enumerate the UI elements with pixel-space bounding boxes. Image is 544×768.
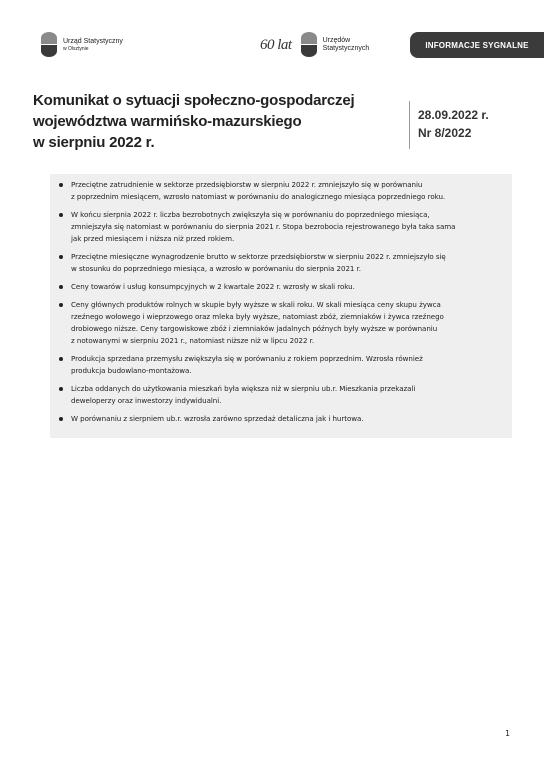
statistics-office-emblem-icon <box>40 32 58 58</box>
logo-60-years-text <box>323 37 370 53</box>
logo-right-line1: Urzędów <box>322 37 351 44</box>
summary-item-line: w stosunku do poprzedniego miesiąca, a wzrosło w porównaniu do sierpnia 2021 r. <box>71 264 361 273</box>
summary-item <box>58 413 504 425</box>
summary-item <box>58 251 504 275</box>
summary-item-line: deweloperzy oraz inwestorzy indywidualni. <box>71 396 222 405</box>
informacje-sygnalne-badge: INFORMACJE SYGNALNE <box>410 32 544 58</box>
summary-item-line: Ceny towarów i usług konsumpcyjnych w 2 kwartale 2022 r. wzrosły w skali roku. <box>71 282 355 291</box>
statistics-office-emblem-icon <box>300 32 318 58</box>
publication-date: 28.09.2022 r. <box>418 108 489 122</box>
page-number: 1 <box>505 729 511 738</box>
publication-info <box>418 106 489 142</box>
summary-item <box>58 299 504 347</box>
summary-item-line: Liczba oddanych do użytkowania mieszkań była większa niż w sierpniu ub.r. Mieszkania przekazali <box>71 384 416 393</box>
logo-us-olsztyn-text <box>63 38 123 53</box>
bullet-icon <box>59 213 63 217</box>
summary-item-line: W porównaniu z sierpniem ub.r. wzrosła zarówno sprzedaż detaliczna jak i hurtowa. <box>71 414 364 423</box>
title-line: w sierpniu 2022 r. <box>33 134 155 151</box>
logo-us-olsztyn <box>40 32 123 58</box>
title-line: województwa warmińsko-mazurskiego <box>33 113 302 130</box>
bullet-icon <box>59 387 63 391</box>
summary-item-line: Ceny głównych produktów rolnych w skupie były wyższe w skali roku. W skali miesiąca ceny skupu żywca <box>71 300 441 309</box>
title-divider <box>409 101 410 149</box>
summary-item <box>58 281 504 293</box>
summary-item-line: W końcu sierpnia 2022 r. liczba bezrobotnych zwiększyła się w porównaniu do poprzedniego miesiąca, <box>71 210 430 219</box>
summary-item <box>58 383 504 407</box>
publication-number: Nr 8/2022 <box>418 126 472 140</box>
summary-item <box>58 209 504 245</box>
summary-item-line: drobiowego niższe. Ceny targowiskowe zbóż i ziemniaków jadalnych późnych były wyższe w porównaniu <box>71 324 438 333</box>
logo-60-years <box>260 32 369 58</box>
summary-item-line: z poprzednim miesiącem, wzrosło natomiast w porównaniu do analogicznego miesiąca poprzedniego roku. <box>71 192 446 201</box>
anniversary-mark: 60 lat <box>260 36 292 53</box>
summary-item-line: Produkcja sprzedana przemysłu zwiększyła się w porównaniu z rokiem poprzednim. Wzrosła również <box>71 354 423 363</box>
bullet-icon <box>59 183 63 187</box>
summary-item-line: produkcja budowlano-montażowa. <box>71 366 192 375</box>
bullet-icon <box>59 357 63 361</box>
summary-box <box>50 174 512 438</box>
summary-item <box>58 179 504 203</box>
bullet-icon <box>59 255 63 259</box>
bullet-icon <box>59 285 63 289</box>
title-line: Komunikat o sytuacji społeczno-gospodarczej <box>33 92 355 109</box>
summary-item-line: jak przed miesiącem i niższa niż przed rokiem. <box>71 234 235 243</box>
bullet-icon <box>59 303 63 307</box>
summary-item-line: rzeźnego wołowego i wieprzowego oraz mleka były wyższe, natomiast zbóż, ziemniaków i żywca rzeźnego <box>71 312 444 321</box>
summary-item-line: zmniejszyła się natomiast w porównaniu do sierpnia 2021 r. Stopa bezrobocia rejestrowanego była taka sama <box>71 222 456 231</box>
summary-item-line: Przeciętne miesięczne wynagrodzenie brutto w sektorze przedsiębiorstw w sierpniu 2022 r. zmniejszyło się <box>71 252 446 261</box>
summary-item-line: z notowanymi w sierpniu 2021 r., natomiast niższe niż w lipcu 2022 r. <box>71 336 315 345</box>
logo-right-line2: Statystycznych <box>322 45 370 52</box>
summary-list <box>58 179 504 425</box>
page-title <box>33 90 393 153</box>
logo-left-line1: Urząd Statystyczny <box>63 37 123 45</box>
summary-item-line: Przeciętne zatrudnienie w sektorze przedsiębiorstw w sierpniu 2022 r. zmniejszyło się w porównaniu <box>71 180 423 189</box>
logo-left-line2: w Olsztynie <box>63 45 89 52</box>
summary-item <box>58 353 504 377</box>
bullet-icon <box>59 417 63 421</box>
